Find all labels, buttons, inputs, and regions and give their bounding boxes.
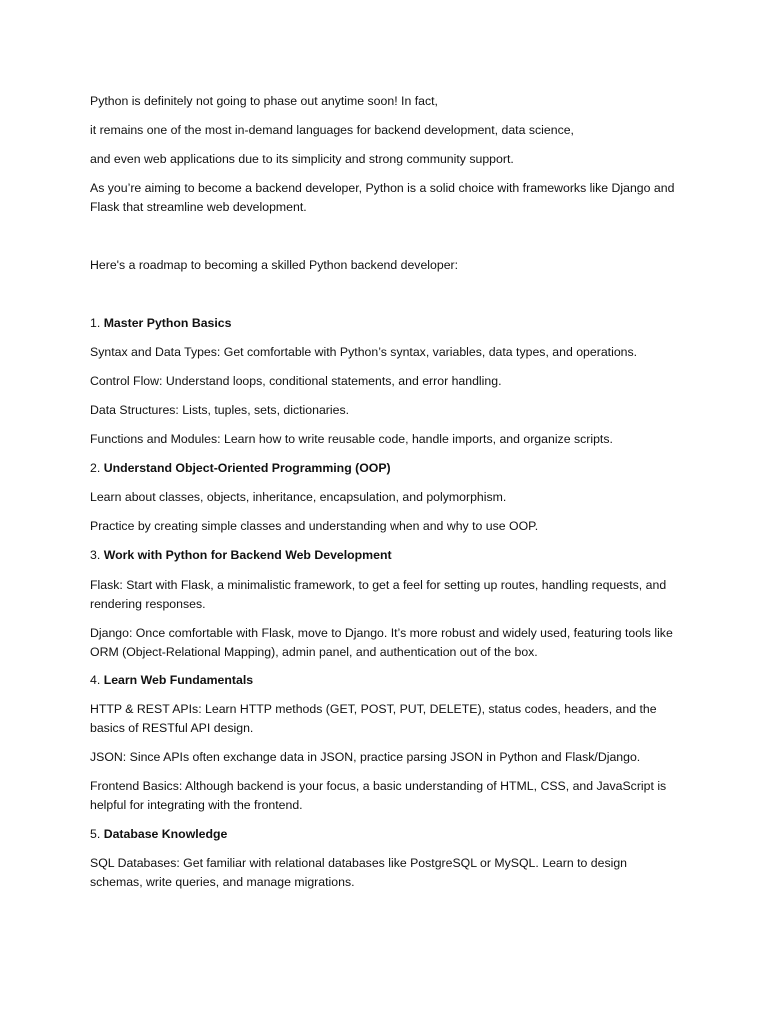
roadmap-intro: Here's a roadmap to becoming a skilled Python backend developer:: [90, 258, 459, 272]
section-title: Master Python Basics: [103, 316, 232, 330]
section-number: 2.: [90, 461, 101, 475]
section-title: Learn Web Fundamentals: [103, 673, 254, 687]
section-item: Data Structures: Lists, tuples, sets, dictionaries.: [90, 403, 350, 417]
section-title: Understand Object-Oriented Programming (OOP): [103, 461, 391, 475]
intro-line-3: and even web applications due to its simplicity and strong community support.: [90, 152, 514, 166]
section-item: Control Flow: Understand loops, conditional statements, and error handling.: [90, 374, 502, 388]
section-item: Syntax and Data Types: Get comfortable with Python’s syntax, variables, data types, and operations.: [90, 345, 638, 359]
section-item: Frontend Basics: Although backend is your focus, a basic understanding of HTML, CSS, and JavaScript is helpful for integrating with the frontend.: [90, 779, 667, 812]
section-number: 4.: [90, 673, 101, 687]
section-item: Learn about classes, objects, inheritance, encapsulation, and polymorphism.: [90, 490, 507, 504]
section-item: Practice by creating simple classes and understanding when and why to use OOP.: [90, 519, 539, 533]
section-number: 1.: [90, 316, 101, 330]
section-title: Work with Python for Backend Web Development: [103, 548, 392, 562]
intro-line-1: Python is definitely not going to phase out anytime soon! In fact,: [90, 94, 438, 108]
section-heading: [90, 825, 680, 844]
section-item: Flask: Start with Flask, a minimalistic framework, to get a feel for setting up routes, handling requests, and rendering responses.: [90, 578, 667, 611]
section-title: Database Knowledge: [103, 827, 228, 841]
intro-paragraph-backend: As you’re aiming to become a backend developer, Python is a solid choice with frameworks like Django and Flask that streamline web development.: [90, 181, 675, 214]
section-item: Django: Once comfortable with Flask, move to Django. It’s more robust and widely used, featuring tools like ORM (Object-Relational Mapping), admin panel, and authentication out of the box.: [90, 626, 673, 659]
section-number: 3.: [90, 548, 101, 562]
section-heading: [90, 314, 680, 333]
section-heading: [90, 671, 680, 690]
section-heading: [90, 459, 680, 478]
section-number: 5.: [90, 827, 101, 841]
section-item: SQL Databases: Get familiar with relational databases like PostgreSQL or MySQL. Learn to design schemas, write queries, and manage migrations.: [90, 856, 628, 889]
section-item: JSON: Since APIs often exchange data in JSON, practice parsing JSON in Python and Flask/Django.: [90, 750, 641, 764]
intro-line-2: it remains one of the most in-demand languages for backend development, data science,: [90, 123, 574, 137]
section-item: Functions and Modules: Learn how to write reusable code, handle imports, and organize scripts.: [90, 432, 613, 446]
section-heading: [90, 546, 680, 565]
section-item: HTTP & REST APIs: Learn HTTP methods (GET, POST, PUT, DELETE), status codes, headers, and the basics of RESTful API design.: [90, 702, 657, 735]
